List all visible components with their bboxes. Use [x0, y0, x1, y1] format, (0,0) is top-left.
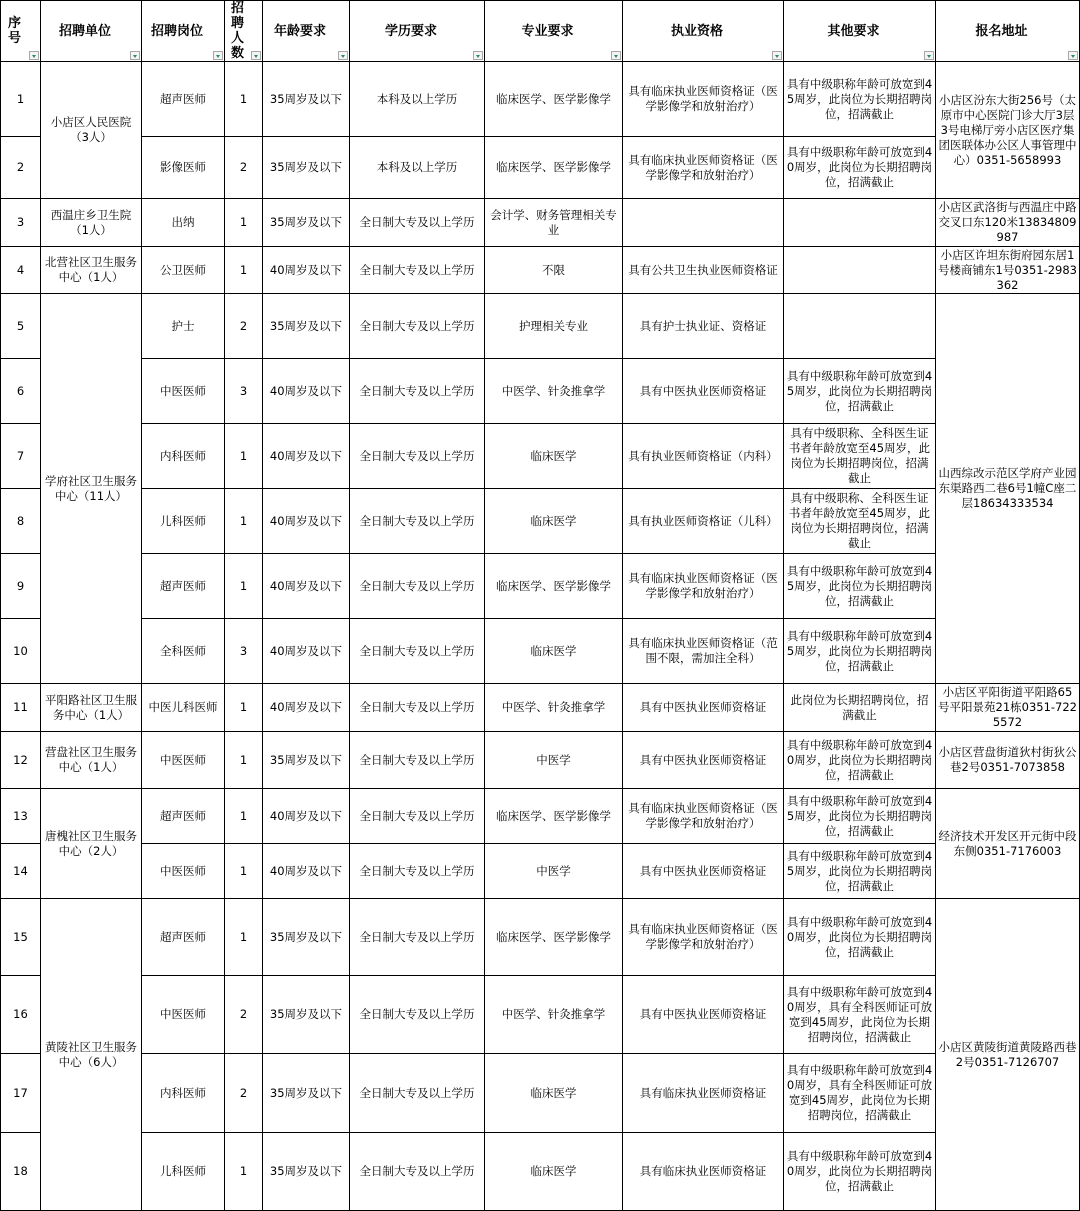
row-no: 12 [1, 732, 41, 789]
education-cell: 全日制大专及以上学历 [350, 619, 485, 684]
major-cell: 临床医学、医学影像学 [485, 62, 623, 137]
major-cell: 临床医学 [485, 489, 623, 554]
post-cell: 超声医师 [142, 789, 225, 844]
row-no: 14 [1, 844, 41, 899]
address-cell: 小店区黄陵街道黄陵路西巷2号0351-7126707 [936, 899, 1080, 1211]
filter-dropdown-icon[interactable] [213, 51, 223, 60]
table-row [1, 62, 1080, 137]
unit-cell: 唐槐社区卫生服务中心（2人） [41, 789, 142, 899]
other-cell [784, 199, 936, 247]
count-cell: 1 [225, 424, 263, 489]
qualification-cell: 具有临床执业医师资格证（医学影像学和放射治疗） [623, 789, 784, 844]
other-cell: 具有中级职称年龄可放宽到45周岁，此岗位为长期招聘岗位，招满截止 [784, 554, 936, 619]
count-cell: 1 [225, 789, 263, 844]
age-cell: 40周岁及以下 [263, 684, 350, 732]
address-cell: 小店区汾东大街256号（太原市中心医院门诊大厅3层3号电梯厅旁小店区医疗集团医联体办公区人事管理中心）0351-5658993 [936, 62, 1080, 199]
post-cell: 超声医师 [142, 62, 225, 137]
qualification-cell: 具有执业医师资格证（儿科） [623, 489, 784, 554]
count-cell: 1 [225, 732, 263, 789]
row-no: 10 [1, 619, 41, 684]
count-cell: 1 [225, 247, 263, 294]
qualification-cell [623, 199, 784, 247]
education-cell: 全日制大专及以上学历 [350, 424, 485, 489]
age-cell: 40周岁及以下 [263, 424, 350, 489]
table-row [1, 554, 1080, 619]
row-no: 17 [1, 1054, 41, 1133]
table-row [1, 976, 1080, 1054]
age-cell: 40周岁及以下 [263, 489, 350, 554]
qualification-cell: 具有临床执业医师资格证 [623, 1133, 784, 1211]
education-cell: 全日制大专及以上学历 [350, 359, 485, 424]
row-no: 13 [1, 789, 41, 844]
col-header-qualification: 执业资格 [623, 1, 784, 62]
other-cell: 具有中级职称年龄可放宽到45周岁，此岗位为长期招聘岗位，招满截止 [784, 359, 936, 424]
post-cell: 出纳 [142, 199, 225, 247]
major-cell: 临床医学 [485, 1133, 623, 1211]
col-header-major: 专业要求 [485, 1, 623, 62]
count-cell: 1 [225, 62, 263, 137]
other-cell: 具有中级职称年龄可放宽到40周岁，此岗位为长期招聘岗位，招满截止 [784, 732, 936, 789]
qualification-cell: 具有临床执业医师资格证（医学影像学和放射治疗） [623, 899, 784, 976]
address-cell: 小店区许坦东街府园东居1号楼商铺东1号0351-2983362 [936, 247, 1080, 294]
unit-cell: 平阳路社区卫生服务中心（1人） [41, 684, 142, 732]
education-cell: 全日制大专及以上学历 [350, 554, 485, 619]
filter-dropdown-icon[interactable] [251, 51, 261, 60]
major-cell: 临床医学、医学影像学 [485, 789, 623, 844]
major-cell: 临床医学 [485, 619, 623, 684]
unit-cell: 北营社区卫生服务中心（1人） [41, 247, 142, 294]
address-cell: 小店区平阳街道平阳路65号平阳景苑21栋0351-7225572 [936, 684, 1080, 732]
qualification-cell: 具有临床执业医师资格证（医学影像学和放射治疗） [623, 62, 784, 137]
other-cell: 具有中级职称年龄可放宽到40周岁，此岗位为长期招聘岗位，招满截止 [784, 1133, 936, 1211]
major-cell: 中医学 [485, 844, 623, 899]
filter-dropdown-icon[interactable] [924, 51, 934, 60]
other-cell: 具有中级职称、全科医生证书者年龄放宽至45周岁，此岗位为长期招聘岗位，招满截止 [784, 424, 936, 489]
col-header-address: 报名地址 [936, 1, 1080, 62]
education-cell: 全日制大专及以上学历 [350, 684, 485, 732]
age-cell: 40周岁及以下 [263, 619, 350, 684]
education-cell: 全日制大专及以上学历 [350, 976, 485, 1054]
major-cell: 会计学、财务管理相关专业 [485, 199, 623, 247]
major-cell: 中医学 [485, 732, 623, 789]
other-cell [784, 294, 936, 359]
post-cell: 公卫医师 [142, 247, 225, 294]
unit-cell: 营盘社区卫生服务中心（1人） [41, 732, 142, 789]
major-cell: 护理相关专业 [485, 294, 623, 359]
table-row [1, 247, 1080, 294]
education-cell: 全日制大专及以上学历 [350, 789, 485, 844]
major-cell: 不限 [485, 247, 623, 294]
post-cell: 内科医师 [142, 424, 225, 489]
major-cell: 中医学、针灸推拿学 [485, 976, 623, 1054]
education-cell: 全日制大专及以上学历 [350, 1133, 485, 1211]
row-no: 5 [1, 294, 41, 359]
age-cell: 35周岁及以下 [263, 976, 350, 1054]
table-row [1, 789, 1080, 844]
row-no: 8 [1, 489, 41, 554]
age-cell: 35周岁及以下 [263, 1133, 350, 1211]
major-cell: 临床医学 [485, 424, 623, 489]
education-cell: 全日制大专及以上学历 [350, 247, 485, 294]
major-cell: 临床医学、医学影像学 [485, 137, 623, 199]
qualification-cell: 具有公共卫生执业医师资格证 [623, 247, 784, 294]
table-row [1, 619, 1080, 684]
age-cell: 40周岁及以下 [263, 247, 350, 294]
filter-dropdown-icon[interactable] [611, 51, 621, 60]
address-cell: 山西综改示范区学府产业园东渠路西二巷6号1幢C座二层18634333534 [936, 294, 1080, 684]
unit-cell: 黄陵社区卫生服务中心（6人） [41, 899, 142, 1211]
count-cell: 1 [225, 554, 263, 619]
education-cell: 全日制大专及以上学历 [350, 732, 485, 789]
col-header-age: 年龄要求 [263, 1, 350, 62]
education-cell: 本科及以上学历 [350, 62, 485, 137]
count-cell: 1 [225, 684, 263, 732]
other-cell: 此岗位为长期招聘岗位，招满截止 [784, 684, 936, 732]
count-cell: 2 [225, 976, 263, 1054]
row-no: 18 [1, 1133, 41, 1211]
header-row [1, 1, 1080, 62]
post-cell: 内科医师 [142, 1054, 225, 1133]
count-cell: 1 [225, 489, 263, 554]
age-cell: 35周岁及以下 [263, 899, 350, 976]
education-cell: 全日制大专及以上学历 [350, 294, 485, 359]
qualification-cell: 具有中医执业医师资格证 [623, 684, 784, 732]
post-cell: 超声医师 [142, 554, 225, 619]
row-no: 7 [1, 424, 41, 489]
other-cell: 具有中级职称年龄可放宽到40周岁，具有全科医师证可放宽到45周岁，此岗位为长期招聘岗位，招满截止 [784, 976, 936, 1054]
row-no: 6 [1, 359, 41, 424]
qualification-cell: 具有执业医师资格证（内科） [623, 424, 784, 489]
age-cell: 40周岁及以下 [263, 844, 350, 899]
major-cell: 中医学、针灸推拿学 [485, 684, 623, 732]
table-row [1, 1133, 1080, 1211]
other-cell: 具有中级职称年龄可放宽到45周岁，此岗位为长期招聘岗位，招满截止 [784, 619, 936, 684]
other-cell [784, 247, 936, 294]
age-cell: 35周岁及以下 [263, 62, 350, 137]
major-cell: 临床医学 [485, 1054, 623, 1133]
table-row [1, 359, 1080, 424]
row-no: 1 [1, 62, 41, 137]
qualification-cell: 具有临床执业医师资格证（医学影像学和放射治疗） [623, 137, 784, 199]
address-cell: 小店区营盘街道狄村街狄公巷2号0351-7073858 [936, 732, 1080, 789]
col-header-no: 序号 [1, 1, 41, 62]
post-cell: 中医医师 [142, 976, 225, 1054]
table-row [1, 294, 1080, 359]
age-cell: 35周岁及以下 [263, 1054, 350, 1133]
table-row [1, 684, 1080, 732]
col-header-unit: 招聘单位 [41, 1, 142, 62]
major-cell: 中医学、针灸推拿学 [485, 359, 623, 424]
col-header-count: 招聘人数 [225, 1, 263, 62]
qualification-cell: 具有护士执业证、资格证 [623, 294, 784, 359]
age-cell: 35周岁及以下 [263, 294, 350, 359]
filter-dropdown-icon[interactable] [1068, 51, 1078, 60]
table-row [1, 424, 1080, 489]
other-cell: 具有中级职称、全科医生证书者年龄放宽至45周岁，此岗位为长期招聘岗位，招满截止 [784, 489, 936, 554]
count-cell: 1 [225, 899, 263, 976]
unit-cell: 小店区人民医院（3人） [41, 62, 142, 199]
qualification-cell: 具有临床执业医师资格证（医学影像学和放射治疗） [623, 554, 784, 619]
education-cell: 全日制大专及以上学历 [350, 199, 485, 247]
other-cell: 具有中级职称年龄可放宽到45周岁，此岗位为长期招聘岗位，招满截止 [784, 844, 936, 899]
count-cell: 2 [225, 137, 263, 199]
count-cell: 1 [225, 199, 263, 247]
age-cell: 40周岁及以下 [263, 359, 350, 424]
post-cell: 中医医师 [142, 732, 225, 789]
age-cell: 40周岁及以下 [263, 554, 350, 619]
table-row [1, 1054, 1080, 1133]
count-cell: 1 [225, 844, 263, 899]
qualification-cell: 具有中医执业医师资格证 [623, 732, 784, 789]
qualification-cell: 具有中医执业医师资格证 [623, 359, 784, 424]
table-row [1, 137, 1080, 199]
address-cell: 经济技术开发区开元街中段东侧0351-7176003 [936, 789, 1080, 899]
count-cell: 2 [225, 1054, 263, 1133]
age-cell: 40周岁及以下 [263, 789, 350, 844]
row-no: 4 [1, 247, 41, 294]
count-cell: 3 [225, 619, 263, 684]
filter-dropdown-icon[interactable] [473, 51, 483, 60]
qualification-cell: 具有中医执业医师资格证 [623, 976, 784, 1054]
post-cell: 超声医师 [142, 899, 225, 976]
post-cell: 护士 [142, 294, 225, 359]
post-cell: 儿科医师 [142, 489, 225, 554]
other-cell: 具有中级职称年龄可放宽到45周岁，此岗位为长期招聘岗位，招满截止 [784, 62, 936, 137]
education-cell: 全日制大专及以上学历 [350, 899, 485, 976]
qualification-cell: 具有临床执业医师资格证 [623, 1054, 784, 1133]
other-cell: 具有中级职称年龄可放宽到40周岁，具有全科医师证可放宽到45周岁，此岗位为长期招聘岗位，招满截止 [784, 1054, 936, 1133]
filter-dropdown-icon[interactable] [130, 51, 140, 60]
post-cell: 中医医师 [142, 844, 225, 899]
education-cell: 本科及以上学历 [350, 137, 485, 199]
row-no: 16 [1, 976, 41, 1054]
post-cell: 中医医师 [142, 359, 225, 424]
col-header-education: 学历要求 [350, 1, 485, 62]
major-cell: 临床医学、医学影像学 [485, 554, 623, 619]
other-cell: 具有中级职称年龄可放宽到40周岁，此岗位为长期招聘岗位，招满截止 [784, 899, 936, 976]
unit-cell: 西温庄乡卫生院（1人） [41, 199, 142, 247]
row-no: 15 [1, 899, 41, 976]
qualification-cell: 具有临床执业医师资格证（范围不限，需加注全科） [623, 619, 784, 684]
filter-dropdown-icon[interactable] [29, 51, 39, 60]
address-cell: 小店区武洛街与西温庄中路交叉口东120米13834809987 [936, 199, 1080, 247]
col-header-post: 招聘岗位 [142, 1, 225, 62]
row-no: 9 [1, 554, 41, 619]
qualification-cell: 具有中医执业医师资格证 [623, 844, 784, 899]
table-row [1, 732, 1080, 789]
education-cell: 全日制大专及以上学历 [350, 1054, 485, 1133]
other-cell: 具有中级职称年龄可放宽到45周岁，此岗位为长期招聘岗位，招满截止 [784, 789, 936, 844]
count-cell: 1 [225, 1133, 263, 1211]
education-cell: 全日制大专及以上学历 [350, 489, 485, 554]
age-cell: 35周岁及以下 [263, 137, 350, 199]
post-cell: 儿科医师 [142, 1133, 225, 1211]
major-cell: 临床医学、医学影像学 [485, 899, 623, 976]
filter-dropdown-icon[interactable] [338, 51, 348, 60]
table-row [1, 199, 1080, 247]
table-row [1, 844, 1080, 899]
age-cell: 35周岁及以下 [263, 199, 350, 247]
age-cell: 35周岁及以下 [263, 732, 350, 789]
row-no: 3 [1, 199, 41, 247]
row-no: 11 [1, 684, 41, 732]
education-cell: 全日制大专及以上学历 [350, 844, 485, 899]
other-cell: 具有中级职称年龄可放宽到40周岁，此岗位为长期招聘岗位，招满截止 [784, 137, 936, 199]
post-cell: 全科医师 [142, 619, 225, 684]
unit-cell: 学府社区卫生服务中心（11人） [41, 294, 142, 684]
table-row [1, 899, 1080, 976]
table-row [1, 489, 1080, 554]
col-header-other: 其他要求 [784, 1, 936, 62]
row-no: 2 [1, 137, 41, 199]
count-cell: 2 [225, 294, 263, 359]
post-cell: 影像医师 [142, 137, 225, 199]
count-cell: 3 [225, 359, 263, 424]
post-cell: 中医儿科医师 [142, 684, 225, 732]
filter-dropdown-icon[interactable] [772, 51, 782, 60]
